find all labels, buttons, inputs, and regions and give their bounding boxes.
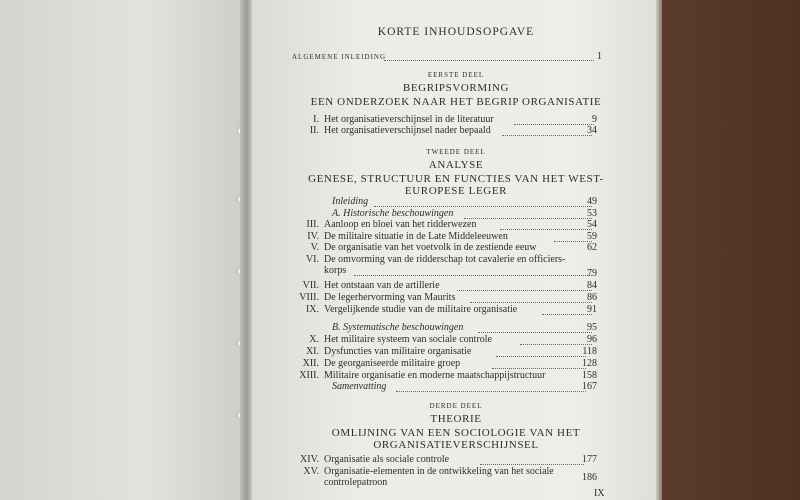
right-page — [252, 0, 660, 500]
chapter-num: IV. — [307, 231, 319, 242]
leader-dots — [480, 463, 584, 465]
chapter-title: Organisatie als sociale controle — [324, 454, 450, 465]
page-number: 96 — [587, 334, 597, 345]
page-edge — [656, 0, 662, 500]
chapter-num: XV. — [303, 466, 319, 477]
page-number: 158 — [582, 370, 597, 381]
chapter-num: VI. — [305, 254, 319, 265]
chapter-title: De militaire situatie in de Late Middeleeuwen — [324, 231, 508, 242]
chapter-num: VIII. — [299, 292, 319, 303]
chapter-title: Aanloop en bloei van het ridderwezen — [324, 219, 477, 230]
chapter-title: Dysfuncties van militaire organisatie — [324, 346, 472, 357]
chapter-title: Organisatie-elementen in de ontwikkeling van het sociale — [324, 466, 554, 477]
part3-subtitle: OMLIJNING VAN EEN SOCIOLOGIE VAN HET — [331, 427, 581, 439]
leader-dots — [464, 217, 592, 219]
chapter-num: V. — [310, 242, 319, 253]
page-number: 54 — [587, 219, 597, 230]
leader-dots — [396, 390, 586, 392]
leader-dots — [457, 289, 592, 291]
summary-entry: Samenvatting — [332, 381, 387, 392]
section-a: A. Historische beschouwingen — [332, 208, 454, 219]
chapter-title-continued: controlepatroon — [324, 477, 388, 488]
page-number: 79 — [587, 268, 597, 279]
part2-subtitle: GENESE, STRUCTUUR EN FUNCTIES VAN HET WEST- — [308, 173, 604, 185]
chapter-num: II. — [309, 125, 319, 136]
intro-entry: Inleiding — [332, 196, 369, 207]
part1-subtitle: EEN ONDERZOEK NAAR HET BEGRIP ORGANISATIE — [310, 96, 602, 108]
chapter-title: De georganiseerde militaire groep — [324, 358, 461, 369]
part2-title: ANALYSE — [428, 159, 484, 171]
chapter-num: X. — [309, 334, 319, 345]
leader-dots — [374, 205, 592, 207]
chapter-num: XI. — [305, 346, 319, 357]
page-number: 177 — [582, 454, 597, 465]
page-number: 128 — [582, 358, 597, 369]
chapter-num: I. — [313, 114, 319, 125]
page-number: 59 — [587, 231, 597, 242]
leader-dots — [478, 331, 592, 333]
page-title: KORTE INHOUDSOPGAVE — [377, 26, 535, 38]
leader-dots — [492, 367, 586, 369]
part2-kicker: TWEEDE DEEL — [426, 148, 486, 156]
page-number: 167 — [582, 381, 597, 392]
chapter-num: XIV. — [300, 454, 319, 465]
chapter-title: De omvorming van de ridderschap tot cavalerie en officiers- — [324, 254, 566, 265]
part1-kicker: EERSTE DEEL — [427, 71, 485, 79]
leader-dots — [496, 355, 586, 357]
chapter-num: XIII. — [299, 370, 319, 381]
leader-dots — [384, 59, 594, 61]
page-number: 9 — [592, 114, 597, 125]
chapter-num: XII. — [302, 358, 319, 369]
page-number: 53 — [587, 208, 597, 219]
page-number: 95 — [587, 322, 597, 333]
left-page — [0, 0, 245, 500]
chapter-title-continued: korps — [324, 265, 347, 276]
page-number: 86 — [587, 292, 597, 303]
part3-title: THEORIE — [430, 413, 482, 425]
page-number: 34 — [587, 125, 597, 136]
part3-kicker: DERDE DEEL — [429, 402, 483, 410]
page-number: 62 — [587, 242, 597, 253]
chapter-title: Het organisatieverschijnsel nader bepaald — [324, 125, 491, 136]
part2-subtitle: EUROPESE LEGER — [404, 185, 508, 197]
chapter-title: Vergelijkende studie van de militaire organisatie — [324, 304, 518, 315]
chapter-title: Het ontstaan van de artillerie — [324, 280, 440, 291]
page-number: 91 — [587, 304, 597, 315]
leader-dots — [354, 274, 592, 276]
page-number: 84 — [587, 280, 597, 291]
part1-title: BEGRIPSVORMING — [402, 82, 510, 94]
chapter-num: III. — [306, 219, 319, 230]
chapter-title: Het organisatieverschijnsel in de literatuur — [324, 114, 494, 125]
page-folio: IX — [594, 488, 605, 499]
page-number: 118 — [582, 346, 597, 357]
chapter-title: De organisatie van het voetvolk in de zestiende eeuw — [324, 242, 537, 253]
chapter-title: Het militaire systeem van sociale controle — [324, 334, 492, 345]
leader-dots — [470, 301, 592, 303]
page-number: 186 — [582, 472, 597, 483]
part3-subtitle: ORGANISATIEVERSCHIJNSEL — [373, 439, 539, 451]
chapter-num: VII. — [302, 280, 319, 291]
general-intro-label: ALGEMENE INLEIDING — [292, 53, 387, 61]
chapter-title: De legerhervorming van Maurits — [324, 292, 456, 303]
chapter-title: Militaire organisatie en moderne maatschappijstructuur — [324, 370, 546, 381]
page-number: 49 — [587, 196, 597, 207]
section-b: B. Systematische beschouwingen — [332, 322, 464, 333]
chapter-num: IX. — [305, 304, 319, 315]
page-number: 1 — [597, 51, 602, 62]
